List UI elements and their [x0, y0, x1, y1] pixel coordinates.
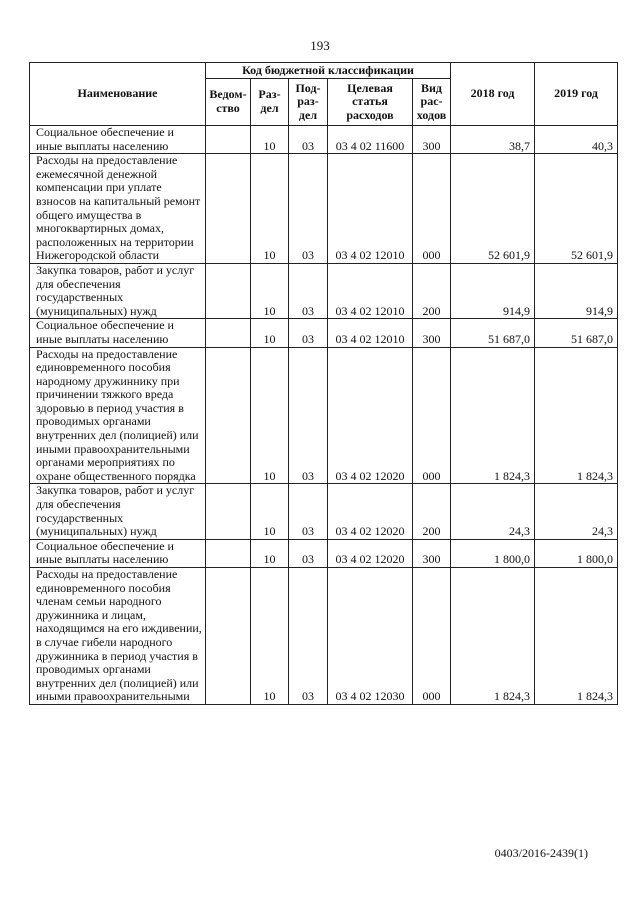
cell-department: [206, 347, 251, 484]
cell-department: [206, 263, 251, 318]
cell-2019: 1 800,0: [535, 539, 618, 567]
cell-section: 10: [251, 263, 289, 318]
table-row: [30, 319, 618, 347]
header-section: Раз-дел: [251, 79, 289, 126]
cell-2019: 24,3: [535, 484, 618, 539]
table-row: [30, 539, 618, 567]
cell-2018: 38,7: [451, 126, 535, 154]
header-classification-code: Код бюджетной классификации: [206, 63, 451, 79]
cell-subsection: 03: [289, 263, 328, 318]
table-row: [30, 154, 618, 264]
cell-2019: 52 601,9: [535, 154, 618, 264]
cell-target-article: 03 4 02 11600: [328, 126, 413, 154]
header-name: Наименование: [30, 63, 206, 126]
cell-department: [206, 484, 251, 539]
cell-subsection: 03: [289, 347, 328, 484]
cell-subsection: 03: [289, 539, 328, 567]
cell-subsection: 03: [289, 126, 328, 154]
cell-name: Социальное обеспечение и иные выплаты населению: [30, 126, 206, 154]
cell-department: [206, 539, 251, 567]
cell-name: Социальное обеспечение и иные выплаты населению: [30, 539, 206, 567]
cell-2019: 1 824,3: [535, 347, 618, 484]
cell-2019: 914,9: [535, 263, 618, 318]
cell-target-article: 03 4 02 12020: [328, 347, 413, 484]
table-body: [30, 126, 618, 705]
header-subsection: Под-раз-дел: [289, 79, 328, 126]
cell-2018: 1 824,3: [451, 347, 535, 484]
cell-expense-type: 300: [413, 319, 451, 347]
cell-target-article: 03 4 02 12030: [328, 568, 413, 705]
cell-expense-type: 200: [413, 484, 451, 539]
table-row: [30, 484, 618, 539]
document-code: 0403/2016-2439(1): [494, 846, 588, 860]
cell-expense-type: 000: [413, 154, 451, 264]
cell-2019: 51 687,0: [535, 319, 618, 347]
cell-subsection: 03: [289, 154, 328, 264]
cell-2019: 1 824,3: [535, 568, 618, 705]
cell-expense-type: 300: [413, 539, 451, 567]
cell-2019: 40,3: [535, 126, 618, 154]
table-row: [30, 126, 618, 154]
cell-target-article: 03 4 02 12020: [328, 539, 413, 567]
cell-expense-type: 200: [413, 263, 451, 318]
cell-subsection: 03: [289, 319, 328, 347]
cell-name: Расходы на предоставление единовременного пособия народному дружиннику при причинении тяжкого вреда здоровью в период участия в проводимых органами внутренних дел (полицией) или иными правоохранительными органами мероприятиях по охране общественного порядка: [30, 347, 206, 484]
cell-subsection: 03: [289, 484, 328, 539]
cell-2018: 51 687,0: [451, 319, 535, 347]
cell-2018: 24,3: [451, 484, 535, 539]
cell-name: Социальное обеспечение и иные выплаты населению: [30, 319, 206, 347]
cell-target-article: 03 4 02 12010: [328, 263, 413, 318]
cell-expense-type: 000: [413, 568, 451, 705]
table-header: [30, 63, 618, 126]
cell-name: Закупка товаров, работ и услуг для обеспечения государственных (муниципальных) нужд: [30, 484, 206, 539]
cell-target-article: 03 4 02 12020: [328, 484, 413, 539]
header-2019: 2019 год: [535, 63, 618, 126]
table-row: [30, 568, 618, 705]
cell-2018: 52 601,9: [451, 154, 535, 264]
cell-section: 10: [251, 319, 289, 347]
cell-name: Закупка товаров, работ и услуг для обеспечения государственных (муниципальных) нужд: [30, 263, 206, 318]
cell-2018: 914,9: [451, 263, 535, 318]
cell-section: 10: [251, 568, 289, 705]
cell-expense-type: 000: [413, 347, 451, 484]
header-2018: 2018 год: [451, 63, 535, 126]
cell-department: [206, 154, 251, 264]
header-department: Ведом-ство: [206, 79, 251, 126]
table-row: [30, 347, 618, 484]
cell-department: [206, 568, 251, 705]
cell-section: 10: [251, 484, 289, 539]
budget-table: [29, 62, 618, 705]
header-target-article: Целевая статья расходов: [328, 79, 413, 126]
cell-target-article: 03 4 02 12010: [328, 319, 413, 347]
cell-section: 10: [251, 154, 289, 264]
cell-2018: 1 824,3: [451, 568, 535, 705]
cell-department: [206, 319, 251, 347]
table-row: [30, 263, 618, 318]
cell-name: Расходы на предоставление единовременного пособия членам семьи народного дружинника и лицам, находящимся на его иждивении, в случае гибели народного дружинника в период участия в проводимых органами внутренних дел (полицией) или иными правоохранительными: [30, 568, 206, 705]
cell-expense-type: 300: [413, 126, 451, 154]
cell-section: 10: [251, 126, 289, 154]
cell-2018: 1 800,0: [451, 539, 535, 567]
cell-section: 10: [251, 539, 289, 567]
cell-section: 10: [251, 347, 289, 484]
cell-department: [206, 126, 251, 154]
cell-name: Расходы на предоставление ежемесячной денежной компенсации при уплате взносов на капитальный ремонт общего имущества в многоквартирных домах, расположенных на территории Нижегородской области: [30, 154, 206, 264]
cell-subsection: 03: [289, 568, 328, 705]
page-number: 193: [310, 38, 330, 53]
cell-target-article: 03 4 02 12010: [328, 154, 413, 264]
header-expense-type: Вид рас-ходов: [413, 79, 451, 126]
